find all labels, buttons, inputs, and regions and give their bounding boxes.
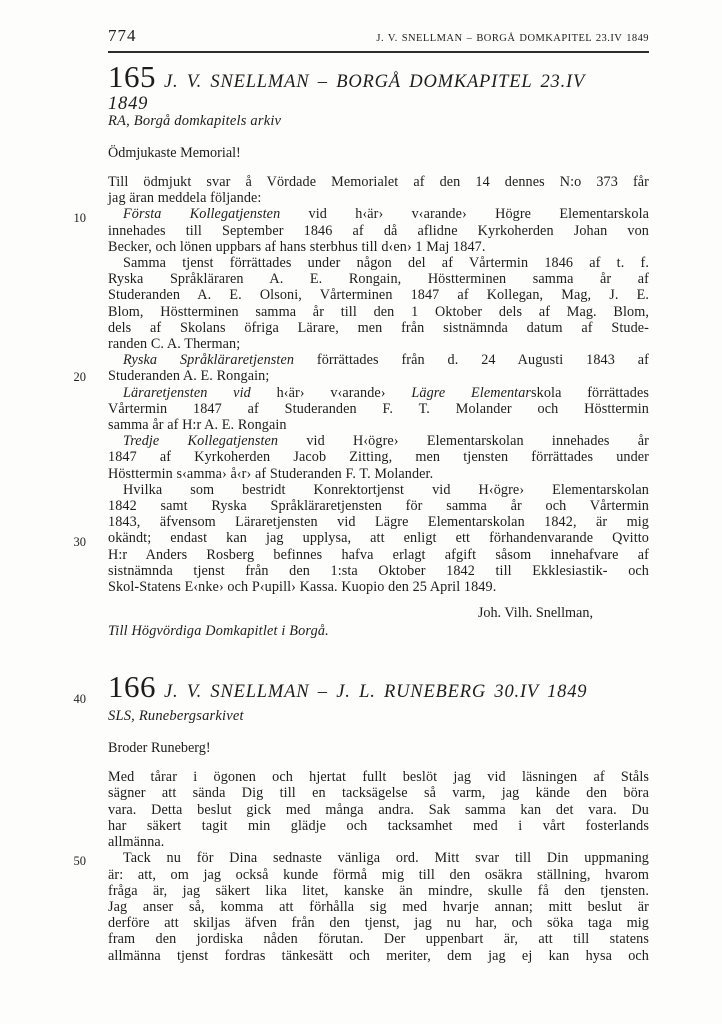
page-number: 774: [108, 26, 137, 45]
body-line: [108, 915, 649, 931]
body-line: [108, 931, 649, 947]
document-section: [108, 669, 649, 964]
body-line: [108, 482, 649, 498]
text-run: sägner att sända Dig till en tacksägelse så varm, jag kände den böra: [108, 785, 649, 802]
body-line: [108, 802, 649, 818]
text-run: sistnämnda tjenst från den 1:sta Oktober 1842 till Ekklesiastik- och: [108, 562, 649, 579]
body-line: [108, 223, 649, 239]
text-run: fram den jordiska nåden förutan. Der uppenbart är, att till statens: [108, 931, 649, 948]
italic-text-run: Tredje Kollegatjensten: [123, 433, 279, 450]
archive-reference: RA, Borgå domkapitels arkiv: [108, 113, 282, 129]
body-line: [108, 417, 649, 433]
running-title: J. V. SNELLMAN – BORGÅ DOMKAPITEL 23.IV 1849: [376, 33, 649, 44]
body-line: [108, 547, 649, 563]
text-run: dels af Skolans öfriga Lärare, men från sistnämnda datum af Stude-: [108, 319, 649, 336]
text-run: Ryska Språkläraren A. E. Rongain, Höstterminen samma år af: [108, 271, 649, 288]
text-run: allmänna tjenst fordras tänkesätt och meriter, dem jag ej kan hysa och: [108, 947, 649, 964]
text-run: Tack nu för Dina sednaste vänliga ord. Mitt svar till Din uppmaning: [123, 850, 649, 867]
body-line: [108, 948, 649, 964]
italic-text-run: Ryska Språkläraretjensten: [123, 352, 295, 369]
body-line: [108, 336, 649, 352]
document-heading: [108, 59, 649, 97]
italic-text-run: Lägre Elementar: [411, 384, 532, 401]
body-line: [108, 174, 649, 190]
text-run: Jag anser så, komma att förhålla sig med hvarje annan; mitt beslut är: [108, 898, 649, 915]
body-line: [108, 385, 649, 401]
document-heading: [108, 669, 649, 707]
documents-container: [108, 57, 649, 964]
body-line: [108, 368, 649, 384]
italic-text-run: Första Kollegatjensten: [123, 206, 281, 223]
text-run: Blom, Höstterminen samma år till den 1 Oktober dels af Mag. Blom,: [108, 303, 649, 320]
text-run: Vårtermin 1847 af Studeranden F. T. Molander och Hösttermin: [108, 400, 649, 417]
body-line: [108, 850, 649, 866]
text-run: fråga är, jag säkert lika litet, kanske än mindre, skulle få den tjensten.: [108, 882, 649, 899]
document-number: 166: [108, 669, 156, 705]
body-line: [108, 530, 649, 546]
text-run: vid h‹är› v‹arande› Högre Elementarskola: [280, 206, 650, 223]
text-run: vid H‹ögre› Elementarskolan innehades år: [278, 433, 649, 450]
margin-line-number: 50: [73, 854, 86, 868]
text-run: Till ödmjukt svar å Vördade Memorialet af den 14 dennes N:o 373 får: [108, 174, 649, 190]
body-line: [108, 320, 649, 336]
body-line: [108, 352, 649, 368]
text-run: allmänna.: [108, 834, 165, 851]
text-run: okändt; endast kan jag upplysa, att enligt ett förhandenvarande Qvitto: [108, 530, 649, 547]
body-line: [108, 834, 649, 850]
body-line: [108, 271, 649, 287]
text-run: derföre att skiljas äfven från den tjenst, jag nu har, och söka taga mig: [108, 915, 649, 932]
text-run: Hösttermin s‹amma› å‹r› af Studeranden F. T. Molander.: [108, 465, 434, 482]
text-run: 1843, äfvensom Läraretjensten vid Lägre Elementarskolan 1842, är mig: [108, 514, 649, 531]
document-title-year: 1849: [108, 94, 149, 114]
document-section: [108, 59, 650, 640]
body-line: [108, 883, 649, 899]
salutation: Broder Runeberg!: [108, 740, 211, 757]
text-run: Studeranden A. E. Rongain;: [108, 368, 270, 385]
body-line: [108, 514, 649, 530]
archive-reference: SLS, Runebergsarkivet: [108, 708, 244, 725]
body-line: [108, 785, 649, 801]
text-run: är: att, om jag också kunde förmå mig till den osäkra ställning, hvarom: [108, 866, 649, 883]
text-run: har säkert tagit min glädje och tacksamhet med i vårt fosterlands: [108, 817, 649, 834]
body-line: [108, 769, 649, 785]
text-run: samma år af H:r A. E. Rongain: [108, 417, 287, 434]
body-line: [108, 899, 649, 915]
body-line: [108, 867, 649, 883]
text-run: jag äran meddela följande:: [108, 190, 262, 207]
text-run: Studeranden A. E. Olsoni, Vårterminen 1847 af Kollegan, Mag, J. E.: [108, 287, 649, 304]
text-run: Becker, och lönen uppbars af hans sterbhus till d‹en› 1 Maj 1847.: [108, 238, 486, 255]
body-line: [108, 239, 649, 255]
text-run: 1842 samt Ryska Språkläraretjensten för samma år och Vårtermin: [108, 498, 649, 515]
document-title: J. V. SNELLMAN – J. L. RUNEBERG 30.IV 1849: [164, 682, 588, 703]
text-run: förrättades från d. 24 Augusti 1843 af: [294, 352, 649, 369]
body-line: [108, 255, 649, 271]
body-line: [108, 206, 649, 222]
body-line: [108, 498, 649, 514]
page-header: [108, 26, 649, 53]
text-run: h‹är› v‹arande›: [250, 384, 412, 401]
margin-line-number: 10: [73, 211, 86, 225]
text-run: Med tårar i ögonen och hjertat fullt beslöt jag vid läsningen af Ståls: [108, 769, 649, 786]
document-title: J. V. SNELLMAN – BORGÅ DOMKAPITEL 23.IV: [164, 72, 586, 92]
body-line: [108, 433, 649, 449]
text-run: Hvilka som bestridt Konrektortjenst vid H‹ögre› Elementarskolan: [123, 481, 649, 498]
margin-line-number: 30: [73, 535, 86, 549]
text-run: skola förrättades: [531, 384, 649, 401]
document-body: [108, 769, 649, 963]
text-run: H:r Anders Rosberg befinnes hafva erlagt afgift såsom innehafvare af: [108, 546, 649, 563]
text-run: 1847 af Kyrkoherden Jacob Zitting, men tjensten förrättades under: [108, 449, 649, 466]
text-run: randen C. A. Therman;: [108, 336, 241, 353]
body-line: [108, 304, 649, 320]
salutation: Ödmjukaste Memorial!: [108, 145, 241, 161]
body-line: [108, 563, 649, 579]
signature: Joh. Vilh. Snellman,: [477, 605, 593, 622]
document-number: 165: [108, 59, 156, 94]
body-line: [108, 466, 649, 482]
text-run: Skol-Statens E‹nke› och P‹upill› Kassa. Kuopio den 25 April 1849.: [108, 579, 497, 596]
text-run: Samma tjenst förrättades under någon del af Vårtermin 1846 af t. f.: [123, 255, 649, 272]
italic-text-run: Läraretjensten vid: [123, 384, 251, 401]
document-body: [108, 174, 649, 595]
margin-line-number: 20: [73, 370, 86, 384]
address-line: Till Högvördiga Domkapitlet i Borgå.: [108, 623, 329, 640]
body-line: [108, 287, 649, 303]
body-line: [108, 190, 649, 206]
body-line: [108, 579, 649, 595]
text-run: vara. Detta beslut gick med många andra. Sak samma kan det vara. Du: [108, 801, 649, 818]
margin-line-number: 40: [73, 692, 86, 706]
body-line: [108, 401, 649, 417]
body-line: [108, 818, 649, 834]
text-run: innehades till September 1846 af då aflidne Kyrkoherden Johan von: [108, 222, 649, 239]
body-line: [108, 449, 649, 465]
